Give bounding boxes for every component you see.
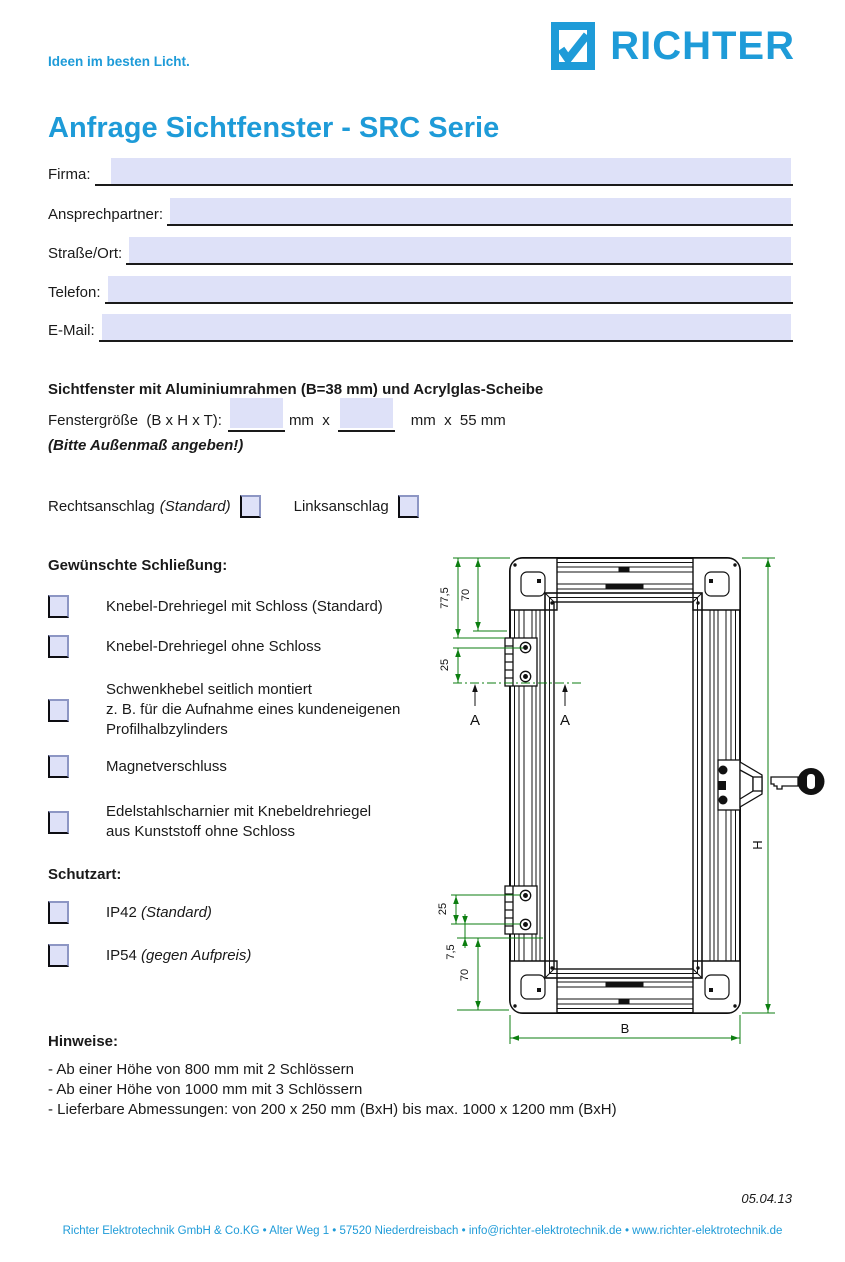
- width-input[interactable]: [230, 398, 283, 428]
- email-input[interactable]: [102, 314, 791, 340]
- protection-heading: Schutzart:: [48, 866, 122, 883]
- telefon-label: Telefon:: [48, 284, 101, 301]
- knebel-ohne-schloss-checkbox[interactable]: [48, 635, 69, 658]
- firma-input[interactable]: [111, 158, 792, 184]
- technical-drawing: [435, 548, 845, 1048]
- ip54-suffix: (gegen Aufpreis): [141, 946, 252, 964]
- tagline: Ideen im besten Licht.: [48, 54, 190, 69]
- knebel-mit-schloss-checkbox[interactable]: [48, 595, 69, 618]
- note-item: - Ab einer Höhe von 800 mm mit 2 Schlössern: [48, 1061, 354, 1078]
- option-label: Profilhalbzylinders: [106, 721, 228, 738]
- magnetverschluss-checkbox[interactable]: [48, 755, 69, 778]
- size-note: (Bitte Außenmaß angeben!): [48, 437, 244, 454]
- option-label: Edelstahlscharnier mit Knebeldrehriegel: [106, 803, 372, 820]
- ansprechpartner-input[interactable]: [170, 198, 791, 224]
- height-field-line: [338, 397, 395, 432]
- option-schwenkhebel: [48, 680, 400, 740]
- document-date: 05.04.13: [741, 1191, 792, 1206]
- ansprechpartner-label: Ansprechpartner:: [48, 206, 164, 223]
- dim-70-bottom-label: 70: [459, 968, 471, 982]
- option-label: Knebel-Drehriegel ohne Schloss: [106, 637, 322, 655]
- option-magnetverschluss: [48, 755, 227, 778]
- option-label: aus Kunststoff ohne Schloss: [106, 823, 296, 840]
- telefon-input[interactable]: [108, 276, 791, 302]
- hinge-side-row: [48, 495, 419, 518]
- ip42-checkbox[interactable]: [48, 901, 69, 924]
- option-label: z. B. für die Aufnahme eines kundeneigenen: [106, 701, 401, 718]
- unit-mm-x-1: mm x: [288, 412, 330, 429]
- telefon-line: [105, 274, 793, 304]
- edelstahlscharnier-checkbox[interactable]: [48, 811, 69, 834]
- option-label: Magnetverschluss: [106, 757, 227, 775]
- strasse-ort-line: [126, 235, 793, 265]
- option-edelstahlscharnier: [48, 802, 371, 842]
- field-row-ansprechpartner: [48, 198, 793, 226]
- ansprechpartner-line: [167, 196, 793, 226]
- size-label: Fenstergröße (B x H x T):: [48, 412, 222, 429]
- ip54-checkbox[interactable]: [48, 944, 69, 967]
- closure-heading: Gewünschte Schließung:: [48, 557, 228, 574]
- schwenkhebel-checkbox[interactable]: [48, 699, 69, 722]
- option-knebel-ohne-schloss: [48, 635, 321, 658]
- email-label: E-Mail:: [48, 322, 95, 339]
- field-row-email: [48, 314, 793, 342]
- field-row-telefon: [48, 276, 793, 304]
- page-title: Anfrage Sichtfenster - SRC Serie: [48, 112, 500, 144]
- window-section-heading: Sichtfenster mit Aluminiumrahmen (B=38 mm) und Acrylglas-Scheibe: [48, 381, 544, 398]
- footer-contact-line: Richter Elektrotechnik GmbH & Co.KG • Alter Weg 1 • 57520 Niederdreisbach • info@richter-elektrotechnik.de • www.richter-elektrotechnik.de: [62, 1225, 783, 1237]
- ip42-label: IP42: [106, 903, 137, 921]
- firma-label: Firma:: [48, 166, 91, 183]
- dim-25-top-label: 25: [439, 658, 451, 672]
- section-a-label: A: [469, 712, 481, 729]
- firma-line: [95, 156, 794, 186]
- height-input[interactable]: [340, 398, 393, 428]
- notes-heading: Hinweise:: [48, 1033, 119, 1050]
- option-label: Knebel-Drehriegel mit Schloss (Standard): [106, 597, 383, 615]
- field-row-firma: [48, 158, 793, 186]
- ip42-suffix: (Standard): [141, 903, 212, 921]
- option-ip42: [48, 901, 212, 924]
- dim-25-bottom-label: 25: [437, 902, 449, 916]
- dim-77-5-label: 77,5: [439, 587, 451, 609]
- dim-70-top-label: 70: [460, 588, 472, 602]
- brand-name: RICHTER: [610, 24, 795, 68]
- option-knebel-mit-schloss: [48, 595, 383, 618]
- field-row-strasse-ort: [48, 237, 793, 265]
- strasse-ort-input[interactable]: [129, 237, 791, 263]
- email-line: [99, 312, 793, 342]
- option-ip54: [48, 944, 251, 967]
- dim-b-label: B: [620, 1021, 630, 1036]
- linksanschlag-checkbox[interactable]: [398, 495, 419, 518]
- rechtsanschlag-checkbox[interactable]: [240, 495, 261, 518]
- strasse-ort-label: Straße/Ort:: [48, 245, 123, 262]
- note-item: - Lieferbare Abmessungen: von 200 x 250 mm (BxH) bis max. 1000 x 1200 mm (BxH): [48, 1101, 617, 1118]
- section-a-label: A: [559, 712, 571, 729]
- width-field-line: [228, 397, 285, 432]
- window-size-row: [48, 402, 506, 432]
- richter-logo: [551, 22, 795, 70]
- dim-h-label: H: [750, 840, 765, 850]
- unit-mm-x-55: mm x 55 mm: [410, 412, 506, 429]
- linksanschlag-label: Linksanschlag: [293, 498, 389, 515]
- note-item: - Ab einer Höhe von 1000 mm mit 3 Schlössern: [48, 1081, 363, 1098]
- rechtsanschlag-label: Rechtsanschlag: [48, 498, 155, 515]
- option-label: Schwenkhebel seitlich montiert: [106, 681, 312, 698]
- dim-7-5-label: 7,5: [445, 944, 457, 960]
- rechtsanschlag-standard: (Standard): [159, 498, 231, 515]
- check-square-icon: [551, 22, 595, 70]
- ip54-label: IP54: [106, 946, 137, 964]
